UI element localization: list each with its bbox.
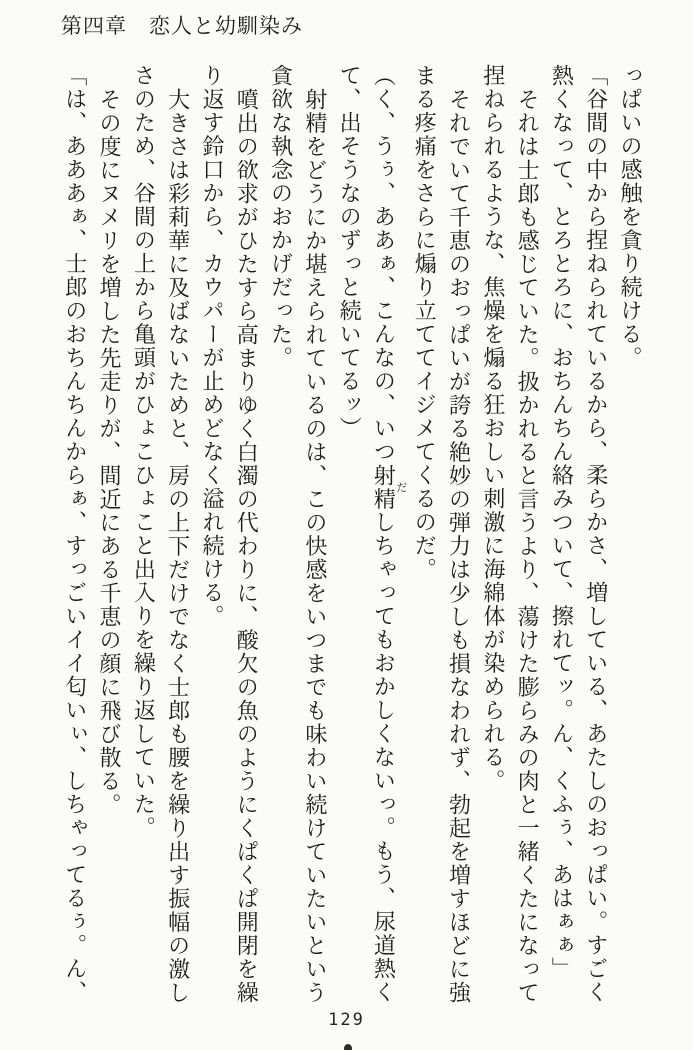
text-column: 捏ねられるような、焦燥を煽る狂おしい刺激に海綿体が染められる。: [480, 64, 506, 793]
text-column: それでいて千恵のおっぱいが誇る絶妙の弾力は少しも損なわれず、勃起を増すほどに強: [446, 87, 472, 1004]
text-column: 「は、あああぁ、士郎のおちんちんからぁ、すっごいイイ匂いぃ、しちゃってるぅ。ん、: [62, 64, 88, 1004]
text-column: り返す鈴口から、カウパーが止めどなく溢れ続ける。: [199, 64, 225, 628]
furigana-base: 射精だ: [371, 463, 407, 511]
text-column: 噴出の欲求がひたすら高まりゆく白濁の代わりに、酸欠の魚のようにくぱくぱ開閉を繰: [234, 87, 260, 1004]
text-column: 貪欲な執念のおかげだった。: [268, 64, 294, 370]
text-column: て、出そうなのずっと続いてるッ）: [337, 64, 363, 440]
text-column: その度にヌメリを増した先走りが、間近にある千恵の顔に飛び散る。: [97, 87, 123, 816]
text-column: それは士郎も感じていた。扱かれると言うより、蕩けた膨らみの肉と一緒くたになって: [515, 87, 541, 1004]
page-number: 129: [328, 1010, 365, 1030]
text-column: （く、うぅ、ああぁ、こんなの、いつ射精だしちゃってもおかしくないっ。もう、尿道熱く: [371, 64, 407, 1004]
text-column: 熱くなって、とろとろに、おちんちん絡みついて、擦れてッ。ん、くふぅ、あはぁぁ」: [549, 64, 575, 981]
text-column: っぱいの感触を貪り続ける。: [618, 64, 643, 370]
chapter-header: 第四章 恋人と幼馴染み: [61, 14, 303, 38]
text-column: 大きさは彩莉華に及ばないためと、房の上下だけでなく士郎も腰を繰り出す振幅の激し: [165, 87, 191, 1004]
text-column: 「谷間の中から捏ねられているから、柔らかさ、増している、あたしのおっぱい。すごく: [583, 64, 609, 1004]
text-column: さのため、谷間の上から亀頭がひょこひょこと出入りを繰り返していた。: [131, 64, 157, 840]
text-column: まる疼痛をさらに煽り立ててイジメてくるのだ。: [412, 64, 438, 581]
text-body: [57, 64, 647, 1008]
text-column: 射精をどうにか堪えられているのは、この快感をいつまでも味わい続けていたいという: [302, 87, 328, 1004]
furigana-text: だ: [394, 463, 407, 511]
partial-glyph-mark: [344, 1044, 352, 1050]
